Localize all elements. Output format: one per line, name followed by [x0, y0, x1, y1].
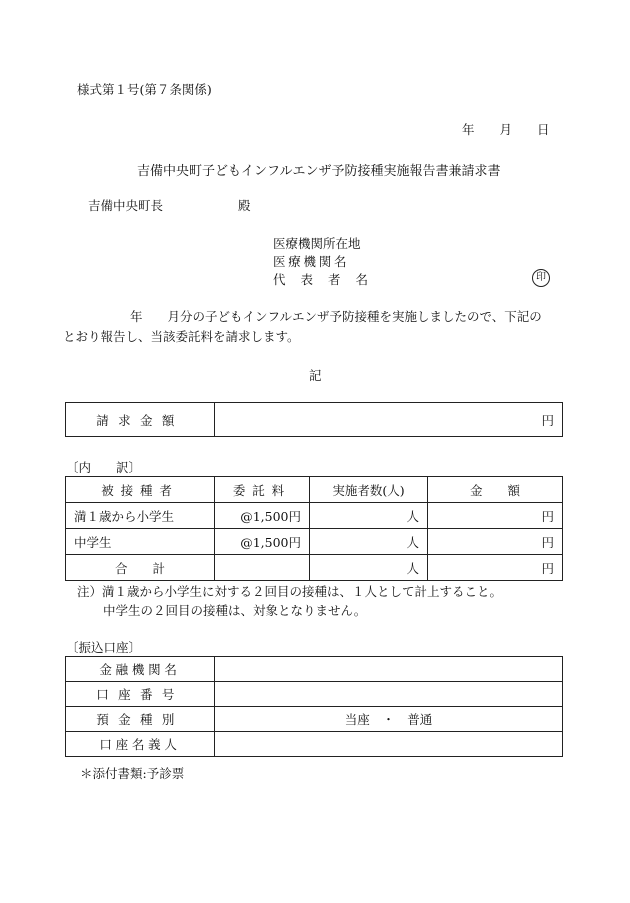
count-unit: 人	[406, 508, 419, 524]
header-amount: 金 額	[428, 477, 563, 503]
row-count[interactable]	[310, 529, 428, 555]
table-row	[66, 707, 563, 732]
account-type-value[interactable]: 当座 ・ 普通	[215, 707, 563, 732]
ki-heading: 記	[309, 368, 322, 383]
amount-unit: 円	[541, 560, 554, 576]
note-2: 中学生の２回目の接種は、対象となりません。	[103, 603, 367, 618]
account-heading: 〔振込口座〕	[66, 640, 142, 655]
row-label: 中学生	[66, 529, 215, 555]
account-label: 預金種別	[66, 707, 215, 732]
claim-table	[65, 402, 563, 437]
count-unit: 人	[406, 534, 419, 550]
breakdown-heading: 〔内 訳〕	[66, 460, 142, 475]
addressee: 吉備中央町長 殿	[88, 198, 251, 213]
table-row	[66, 657, 563, 682]
account-table	[65, 656, 563, 757]
table-row	[66, 682, 563, 707]
row-label: 合 計	[66, 555, 215, 581]
row-count[interactable]	[310, 503, 428, 529]
account-label: 金融機関名	[66, 657, 215, 682]
body-line-1: 年 月分の子どもインフルエンザ予防接種を実施しましたので、下記の	[130, 309, 542, 324]
row-amount[interactable]	[428, 555, 563, 581]
account-value[interactable]	[215, 732, 563, 757]
body-line-2: とおり報告し、当該委託料を請求します。	[63, 329, 300, 344]
table-row	[66, 732, 563, 757]
account-label: 口座名義人	[66, 732, 215, 757]
date-line: 年 月 日	[462, 122, 550, 137]
claim-amount-cell[interactable]	[215, 403, 563, 437]
row-amount[interactable]	[428, 503, 563, 529]
row-count[interactable]	[310, 555, 428, 581]
sender-name-label: 医療機関名	[273, 254, 350, 269]
amount-unit: 円	[541, 534, 554, 550]
row-price: @1,500円	[215, 529, 310, 555]
breakdown-table	[65, 476, 563, 581]
seal-mark: 印	[532, 269, 550, 287]
document-title: 吉備中央町子どもインフルエンザ予防接種実施報告書兼請求書	[137, 164, 501, 179]
row-price	[215, 555, 310, 581]
row-amount[interactable]	[428, 529, 563, 555]
header-fee: 委託料	[215, 477, 310, 503]
header-count: 実施者数(人)	[310, 477, 428, 503]
form-number: 様式第１号(第７条関係)	[77, 82, 212, 97]
table-row	[66, 503, 563, 529]
table-row-total	[66, 555, 563, 581]
sender-rep-label: 代表者名	[273, 272, 384, 287]
claim-label: 請求金額	[66, 403, 215, 437]
row-price: @1,500円	[215, 503, 310, 529]
account-value[interactable]	[215, 657, 563, 682]
account-value[interactable]	[215, 682, 563, 707]
header-recipient: 被接種者	[66, 477, 215, 503]
row-label: 満１歳から小学生	[66, 503, 215, 529]
attachment-note: ＊添付書類:予診票	[80, 766, 185, 781]
count-unit: 人	[406, 560, 419, 576]
account-label: 口座番号	[66, 682, 215, 707]
claim-unit: 円	[541, 412, 554, 428]
note-1: 注）満１歳から小学生に対する２回目の接種は、１人として計上すること。	[77, 584, 503, 599]
table-row	[66, 529, 563, 555]
sender-address-label: 医療機関所在地	[273, 236, 361, 251]
amount-unit: 円	[541, 508, 554, 524]
